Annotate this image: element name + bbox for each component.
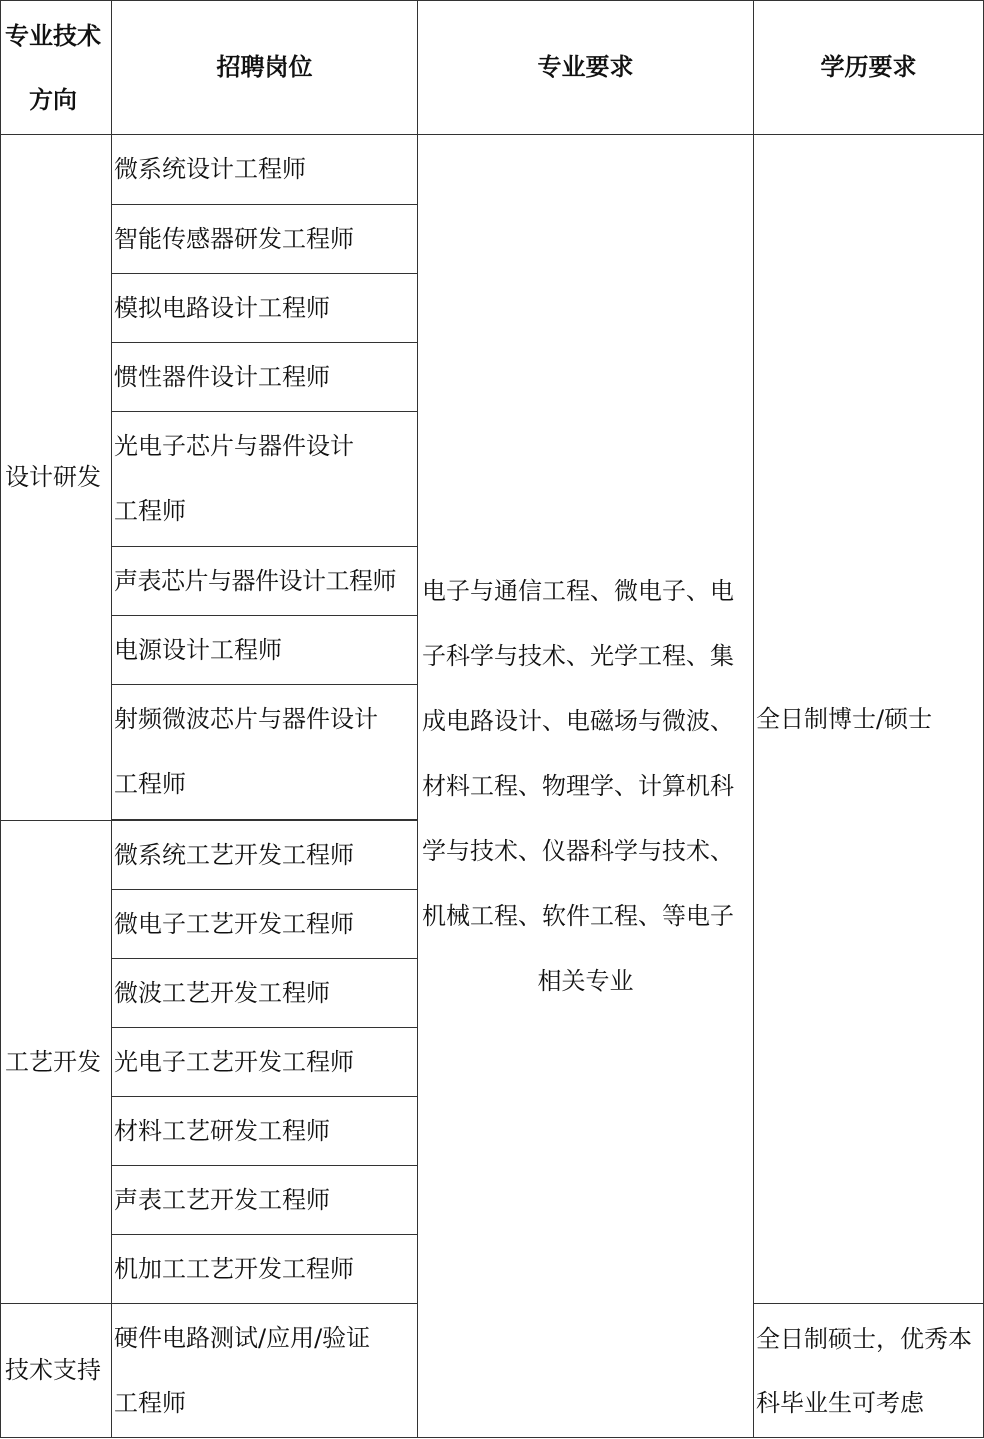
position-cell: 惯性器件设计工程师: [112, 343, 418, 412]
major-line: 机械工程、软件工程、等电子: [422, 901, 734, 930]
position-cell: [112, 412, 418, 547]
major-line: 成电路设计、电磁场与微波、: [422, 706, 734, 735]
header-position: 招聘岗位: [112, 1, 418, 135]
header-major: 专业要求: [418, 1, 754, 135]
major-line: 学与技术、仪器科学与技术、: [422, 836, 734, 865]
header-education: 学历要求: [754, 1, 984, 135]
education-line: 科毕业生可考虑: [756, 1388, 924, 1417]
position-text: 射频微波芯片与器件设计工程师: [114, 705, 378, 798]
direction-cell: 设计研发: [1, 135, 112, 821]
education-cell-support: [754, 1304, 984, 1438]
position-cell: 声表工艺开发工程师: [112, 1166, 418, 1235]
position-cell: 微电子工艺开发工程师: [112, 890, 418, 959]
header-direction-line2: 方向: [29, 85, 77, 114]
position-cell: 机加工工艺开发工程师: [112, 1235, 418, 1304]
direction-cell: 工艺开发: [1, 821, 112, 1304]
major-line: 子科学与技术、光学工程、集: [422, 641, 734, 670]
education-line: 全日制硕士，优秀本: [756, 1324, 972, 1353]
position-cell: 微系统工艺开发工程师: [112, 821, 418, 890]
position-cell: 智能传感器研发工程师: [112, 205, 418, 274]
position-cell: 微波工艺开发工程师: [112, 959, 418, 1028]
position-cell: 电源设计工程师: [112, 616, 418, 685]
position-cell: [112, 685, 418, 820]
position-cell: 声表芯片与器件设计工程师: [112, 547, 418, 616]
position-text: 硬件电路测试/应用/验证工程师: [114, 1323, 371, 1417]
position-text: 光电子芯片与器件设计工程师: [114, 432, 354, 525]
direction-cell: 技术支持: [1, 1304, 112, 1438]
major-line: 材料工程、物理学、计算机科: [422, 771, 734, 800]
header-direction: [1, 1, 112, 135]
table-row: [1, 135, 984, 205]
major-requirement-cell: [418, 135, 754, 1438]
position-cell: [112, 1304, 418, 1438]
major-line: 电子与通信工程、微电子、电: [422, 576, 734, 605]
position-cell: 材料工艺研发工程师: [112, 1097, 418, 1166]
header-row: [1, 1, 984, 135]
header-direction-line1: 专业技术: [5, 21, 101, 50]
position-cell: 光电子工艺开发工程师: [112, 1028, 418, 1097]
major-line: 相关专业: [537, 966, 634, 995]
position-cell: 微系统设计工程师: [112, 135, 418, 205]
education-cell-main: 全日制博士/硕士: [754, 135, 984, 1304]
position-cell: 模拟电路设计工程师: [112, 274, 418, 343]
